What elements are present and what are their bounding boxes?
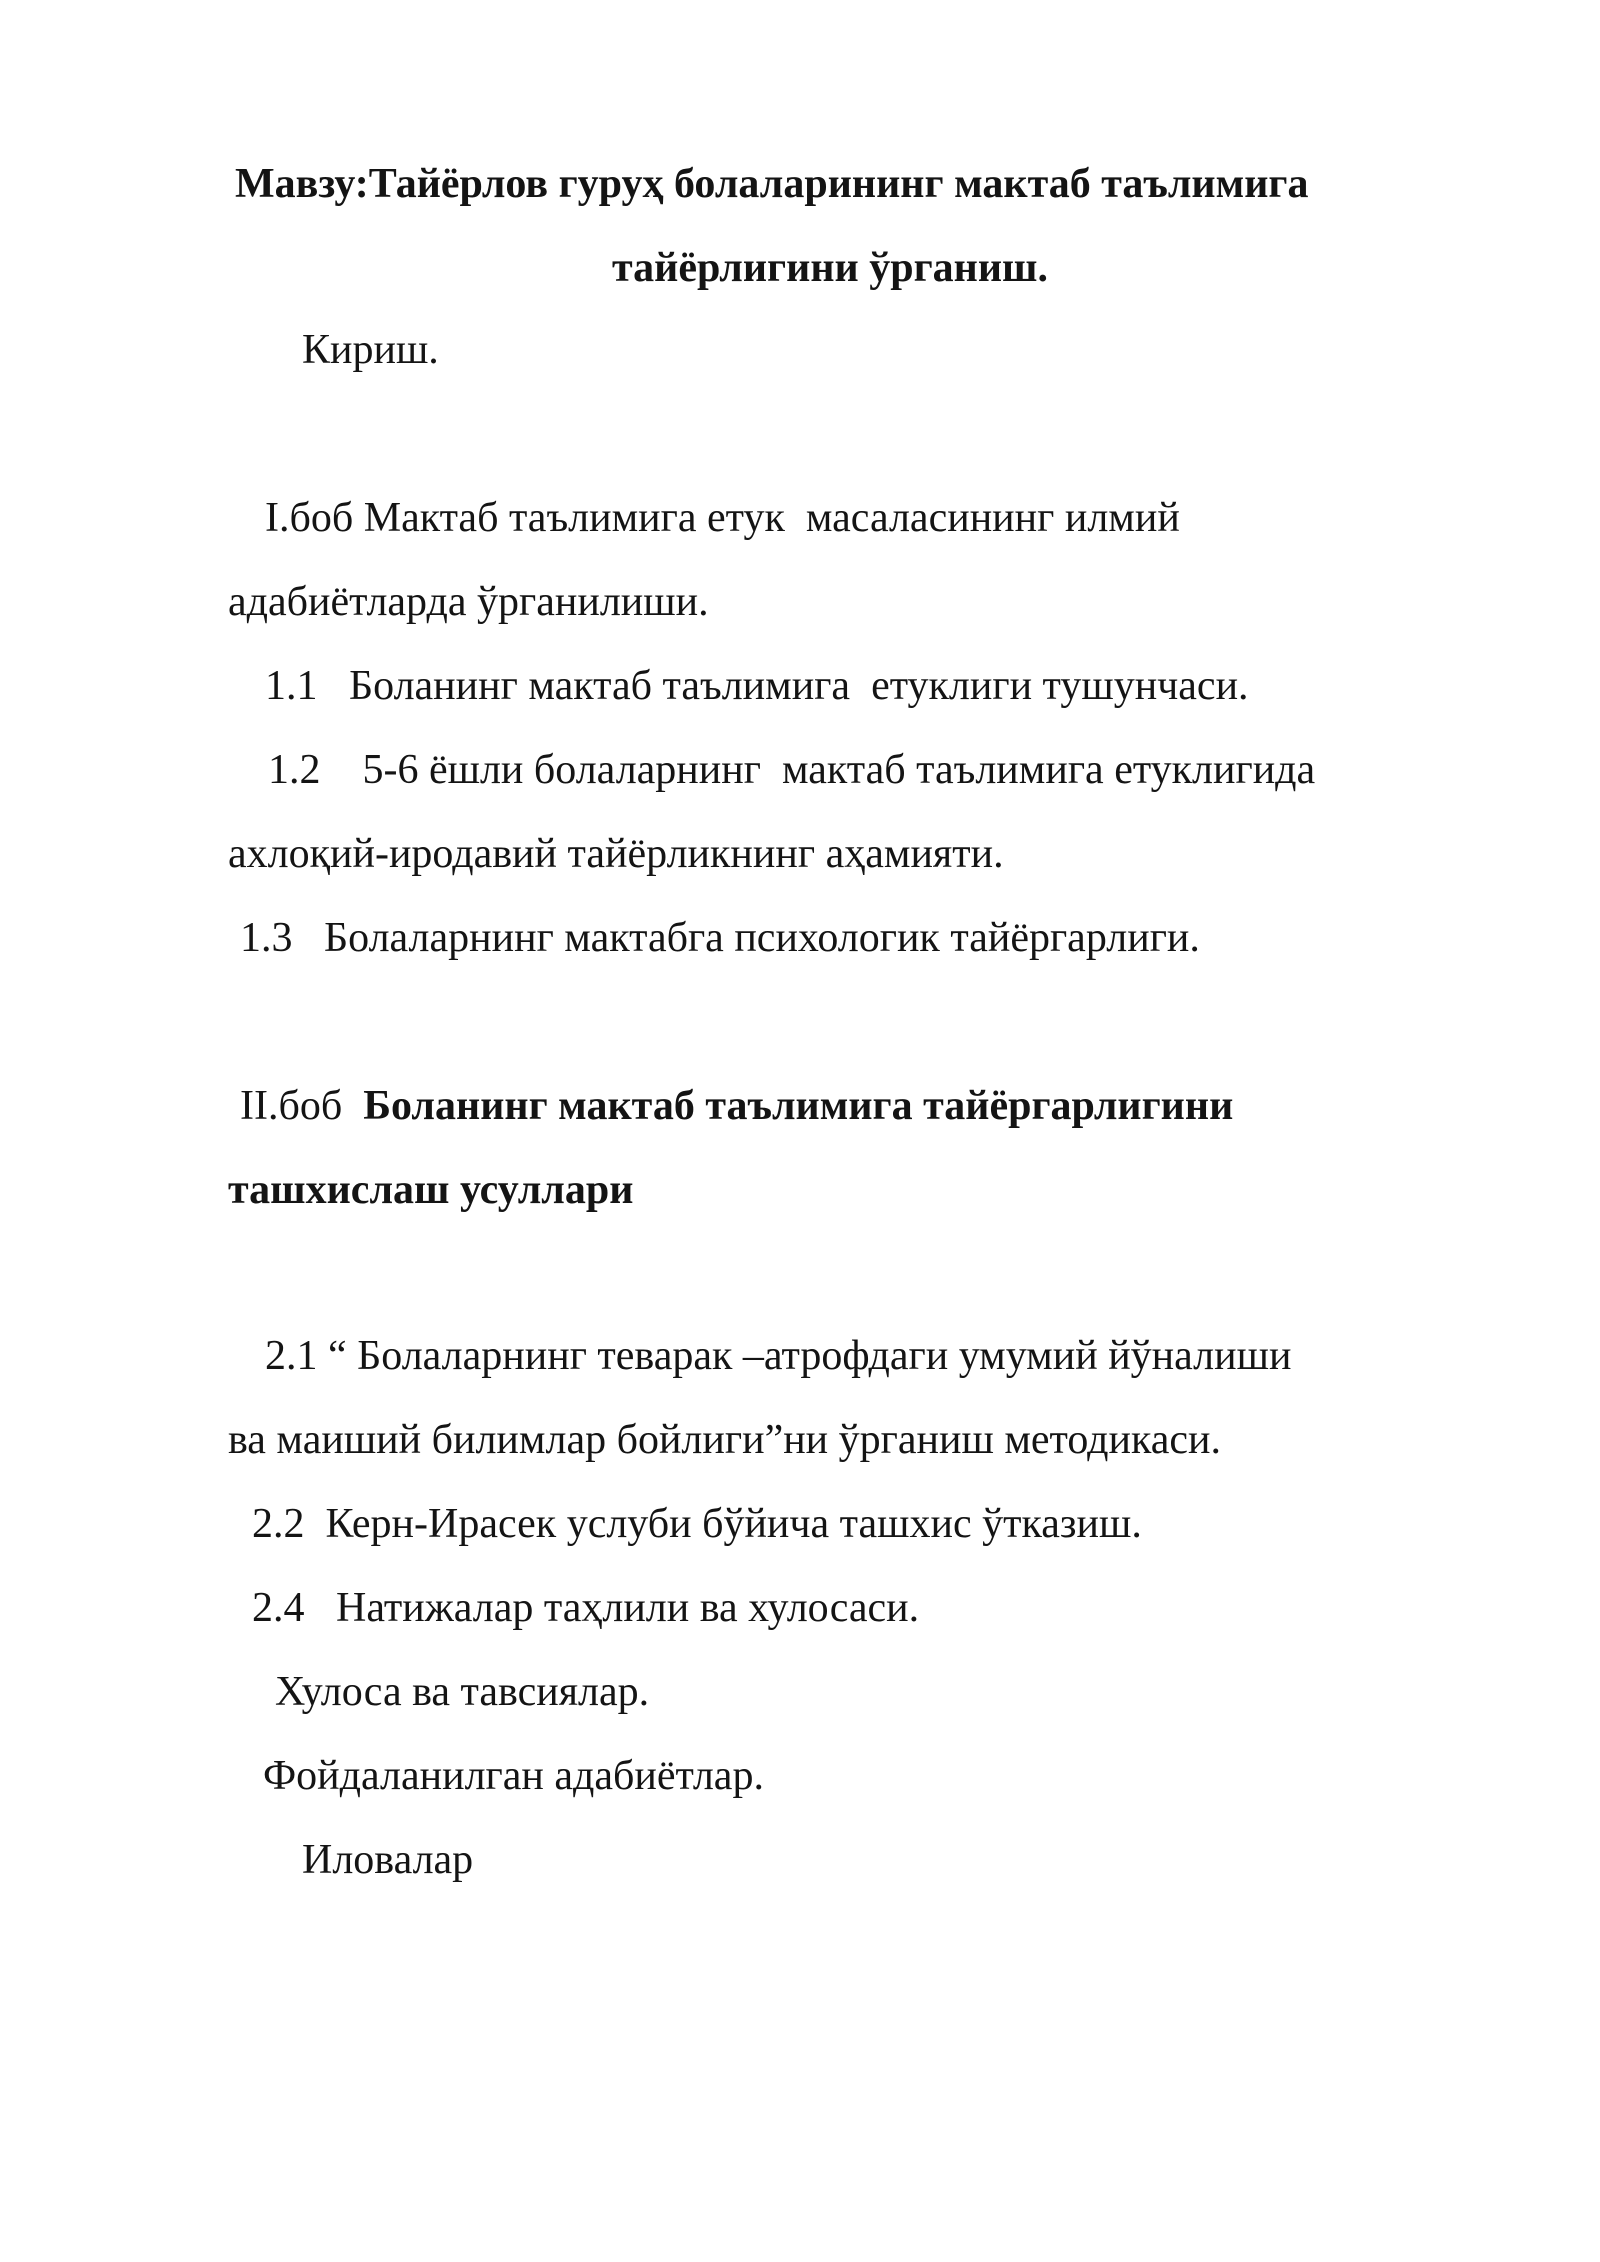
section-1-1: 1.1 Боланинг мактаб таълимига етуклиги тушунчаси. [265, 663, 1249, 709]
section-1-3: 1.3 Болаларнинг мактабга психологик тайёргарлиги. [240, 915, 1200, 961]
conclusion-heading: Хулоса ва тавсиялар. [275, 1669, 650, 1715]
section-1-2-line-2: ахлоқий-иродавий тайёрликнинг аҳамияти. [228, 831, 1004, 877]
appendices-heading: Иловалар [302, 1837, 474, 1883]
chapter-1-heading-line-2: адабиётларда ўрганилиши. [228, 579, 709, 625]
section-2-2: 2.2 Керн-Ирасек услуби бўйича ташхис ўтказиш. [252, 1501, 1142, 1547]
section-1-2-line-1: 1.2 5-6 ёшли болаларнинг мактаб таълимига етуклигида [268, 747, 1316, 793]
chapter-2-prefix: II.боб [240, 1083, 364, 1129]
references-heading: Фойдаланилган адабиётлар. [263, 1753, 764, 1799]
document-title-line-1: Мавзу:Тайёрлов гуруҳ болаларининг мактаб таълимига [235, 161, 1309, 207]
section-2-1-line-2: ва маиший билимлар бойлиги”ни ўрганиш методикаси. [228, 1417, 1222, 1463]
chapter-1-heading-line-1: I.боб Мактаб таълимига етук масаласининг илмий [265, 495, 1180, 541]
chapter-2-title: Боланинг мактаб таълимига тайёргарлигини [363, 1083, 1234, 1129]
chapter-2-heading-line-1 [240, 1078, 1233, 1134]
document-title-line-2: тайёрлигини ўрганиш. [612, 245, 1049, 291]
section-2-1-line-1: 2.1 “ Болаларнинг теварак –атрофдаги умумий йўналиши [265, 1333, 1292, 1379]
section-2-4: 2.4 Натижалар таҳлили ва хулосаси. [252, 1585, 920, 1631]
chapter-2-heading-line-2: ташхислаш усуллари [228, 1167, 634, 1213]
intro-heading: Кириш. [302, 327, 439, 373]
